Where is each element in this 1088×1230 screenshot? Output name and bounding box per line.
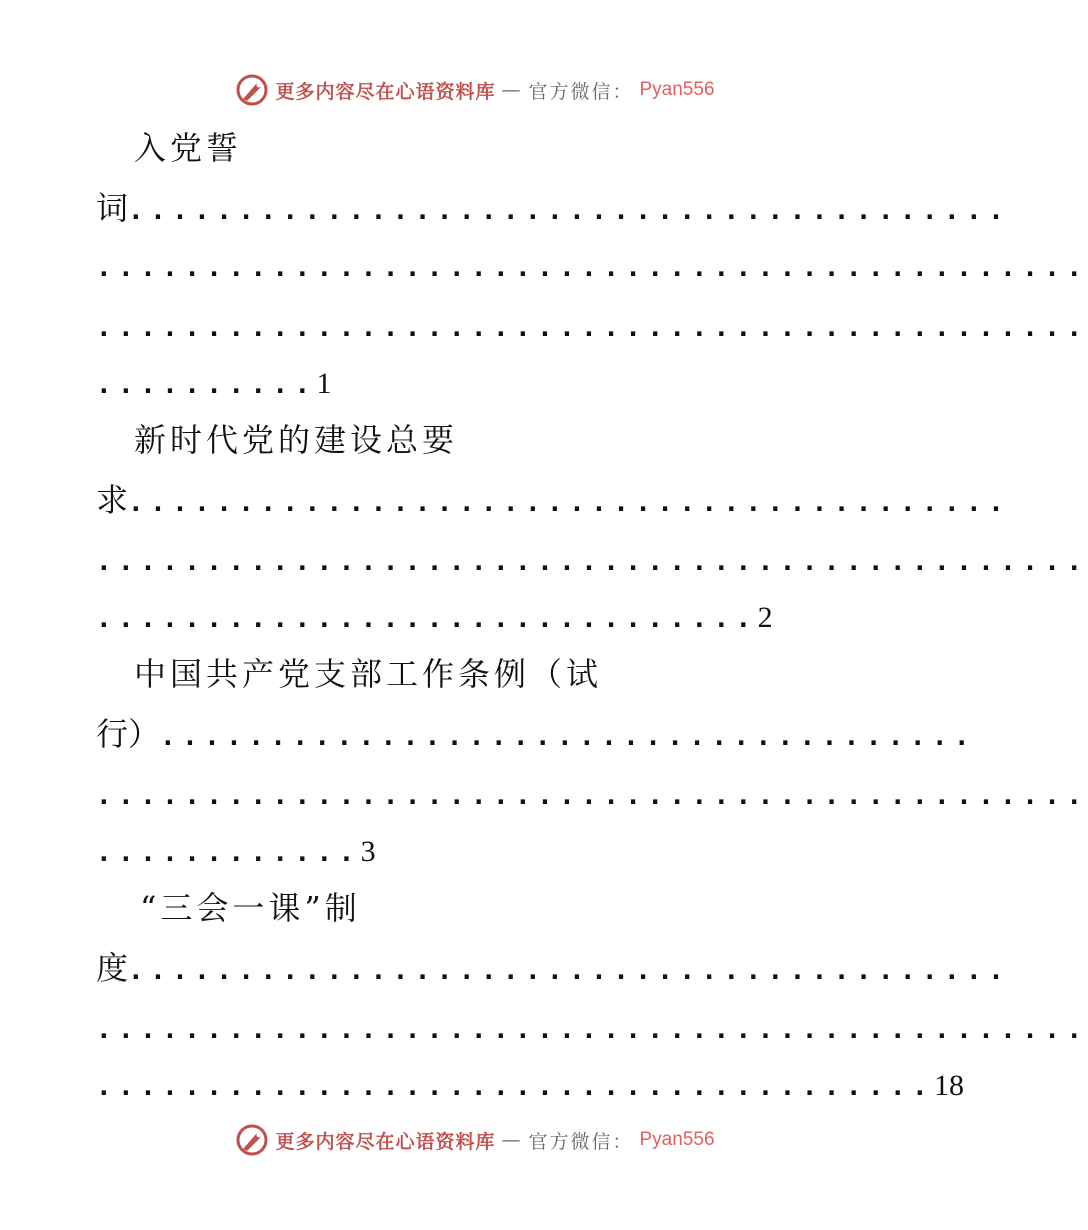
toc-entry-lead-text: 词 bbox=[96, 189, 129, 227]
toc-entry-leader bbox=[96, 478, 1010, 522]
banner-site-text: 更多内容尽在心语资料库 bbox=[275, 80, 496, 103]
footer-watermark-banner bbox=[0, 1120, 950, 1160]
toc-entry-lead-text: 度 bbox=[96, 949, 129, 987]
banner-wechat-id: Pyan556 bbox=[639, 79, 715, 100]
dot-leader: ........................................ bbox=[128, 488, 1011, 518]
toc-entry-lead-text: 行） bbox=[96, 715, 161, 753]
toc-entry-page-number: 3 bbox=[360, 835, 376, 868]
toc-entry-title: “三会一课”制 bbox=[140, 889, 361, 927]
toc-entry-page-number: 1 bbox=[316, 367, 332, 400]
banner-site-text: 更多内容尽在心语资料库 bbox=[275, 1130, 496, 1153]
toc-entry-title: 入党誓 bbox=[134, 129, 243, 167]
toc-entry-leader bbox=[96, 946, 1010, 990]
banner-official-label: 官方微信： bbox=[528, 80, 634, 103]
toc-entry-title: 中国共产党支部工作条例（试 bbox=[134, 655, 603, 693]
pen-logo-icon bbox=[235, 73, 269, 107]
dot-leader-line: ............................................. bbox=[96, 1015, 1088, 1045]
dot-leader-line: ............................................. bbox=[96, 781, 1088, 811]
dot-leader: ..................................... bbox=[160, 722, 976, 752]
dot-leader-line: ............................................. bbox=[96, 547, 1088, 577]
dot-leader-line: ............................................. bbox=[96, 253, 1088, 283]
dot-leader: .............................. bbox=[96, 604, 758, 634]
toc-entry-page-line bbox=[96, 594, 773, 638]
toc-entry-page-line bbox=[96, 360, 332, 404]
toc-entry-page-number: 2 bbox=[757, 601, 773, 634]
banner-wechat-id: Pyan556 bbox=[639, 1129, 715, 1150]
toc-entry-title: 新时代党的建设总要 bbox=[134, 421, 459, 459]
dot-leader: ............ bbox=[96, 838, 361, 868]
pen-logo-icon bbox=[235, 1123, 269, 1157]
banner-official-label: 官方微信： bbox=[528, 1130, 634, 1153]
dot-leader: ........................................ bbox=[128, 956, 1011, 986]
dot-leader: ...................................... bbox=[96, 1072, 935, 1102]
banner-dash: — bbox=[501, 1129, 523, 1151]
dot-leader: ........................................ bbox=[128, 196, 1011, 226]
toc-entry-lead-text: 求 bbox=[96, 481, 129, 519]
toc-entry-page-number: 18 bbox=[934, 1069, 965, 1102]
toc-entry-leader bbox=[96, 186, 1010, 230]
toc-entry-page-line bbox=[96, 1062, 964, 1106]
banner-dash: — bbox=[501, 79, 523, 101]
dot-leader-line: ............................................. bbox=[96, 313, 1088, 343]
dot-leader: .......... bbox=[96, 370, 317, 400]
toc-entry-leader bbox=[96, 712, 976, 756]
header-watermark-banner bbox=[0, 70, 950, 110]
toc-entry-page-line bbox=[96, 828, 376, 872]
